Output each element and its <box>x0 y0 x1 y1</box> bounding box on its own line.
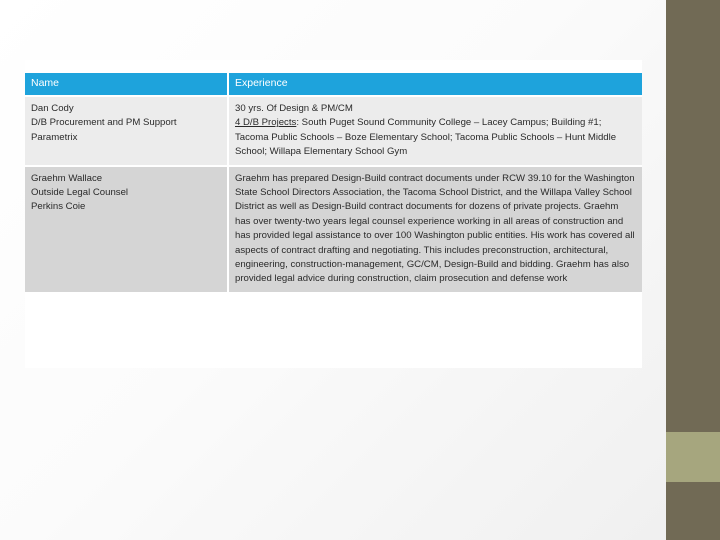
header-name: Name <box>25 73 228 96</box>
table-row <box>25 166 642 292</box>
table-header-row <box>25 73 642 96</box>
name-cell <box>25 166 228 292</box>
person-name: Graehm Wallace <box>31 172 103 184</box>
person-name: Dan Cody <box>31 103 74 114</box>
team-experience-table <box>25 73 642 292</box>
experience-summary: 30 yrs. Of Design & PM/CM <box>235 103 353 114</box>
projects-label: 4 D/B Projects <box>235 117 297 129</box>
experience-cell <box>228 96 642 166</box>
header-experience: Experience <box>228 73 642 96</box>
sidebar-band-top <box>666 0 720 432</box>
sidebar-band-accent <box>666 432 720 482</box>
experience-text: Graehm has prepared Design-Build contract documents under RCW 39.10 for the Washington State School Directors Association, the Tacoma School District, and the Willapa Valley School District as well as Design-Build contract documents for dozens of private projects. Graehm has over twenty-two years legal counsel experience working in all areas of construction and has provided legal assistance to over 100 Washington public entities. His work has covered all aspects of contract drafting and negotiating. This includes preconstruction, architectural, engineering, construction-management, GC/CM, Design-Build and bidding. Graehm has also provided legal advice during construction, claim prosecution and defense work <box>235 172 635 285</box>
table-row <box>25 96 642 166</box>
person-company: Parametrix <box>31 131 78 143</box>
sidebar-band-bottom <box>666 482 720 540</box>
projects-colon: : <box>296 117 299 129</box>
person-role: D/B Procurement and PM Support <box>31 117 177 129</box>
person-role: Outside Legal Counsel <box>31 187 129 199</box>
name-cell <box>25 96 228 166</box>
experience-cell <box>228 166 642 292</box>
person-company: Perkins Coie <box>31 201 86 213</box>
projects-text: South Puget Sound Community College – Lacey Campus; Building #1; Tacoma Public Schools – Boze Elementary School; Tacoma Public Schools – Hunt Middle School; Willapa Elementary School Gym <box>235 117 617 158</box>
